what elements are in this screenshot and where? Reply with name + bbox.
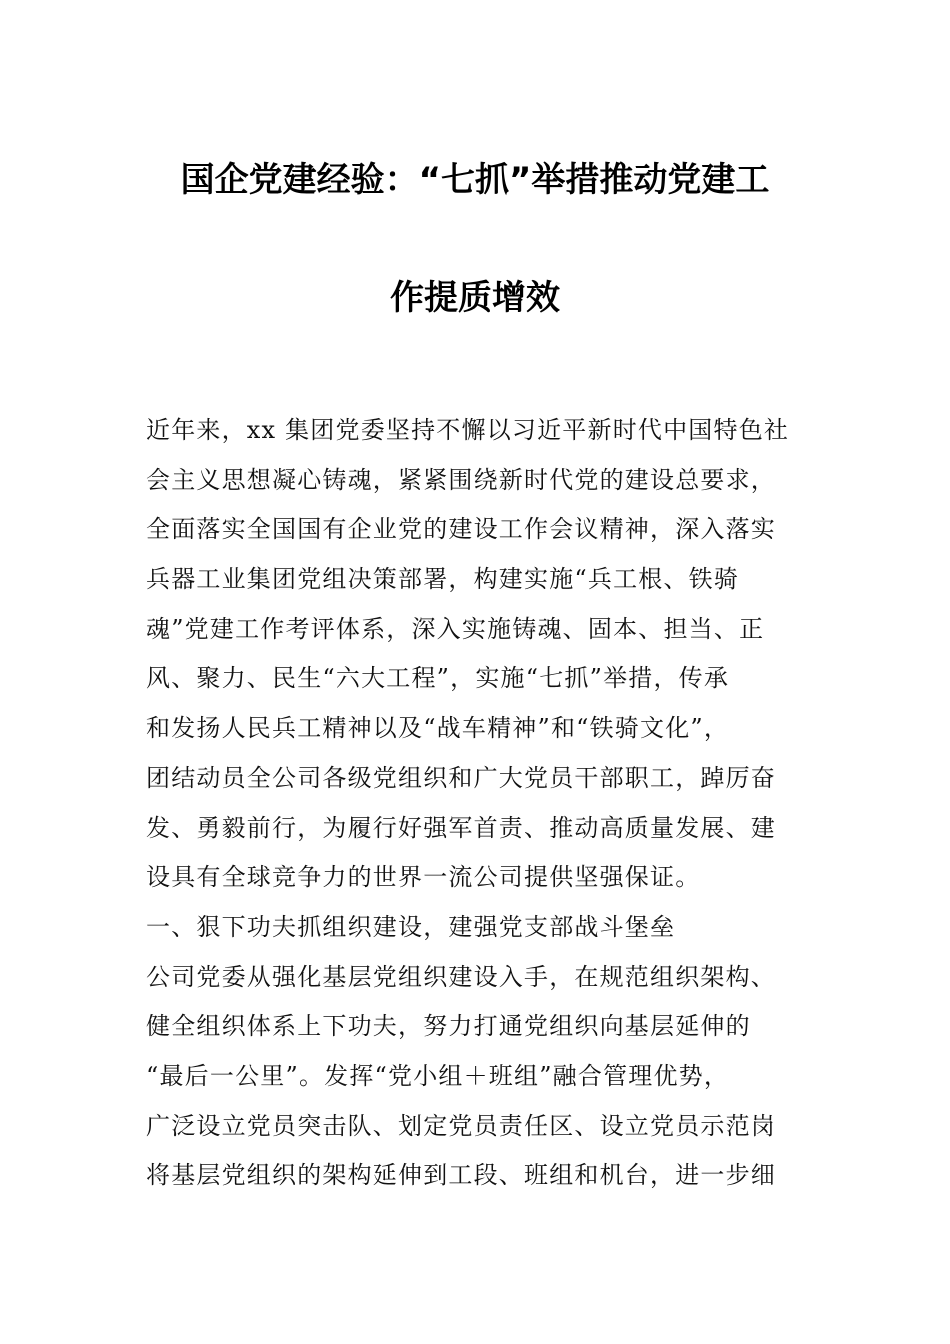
document-title-line-2: 作提质增效: [390, 278, 560, 318]
body-line: 和发扬人民兵工精神以及“战车精神”和“铁骑文化”，: [146, 714, 730, 742]
body-line: 公司党委从强化基层党组织建设入手，在规范组织架构、: [146, 963, 776, 991]
body-line: 全面落实全国国有企业党的建设工作会议精神，深入落实: [146, 515, 776, 543]
body-line: 近年来，xx 集团党委坚持不懈以习近平新时代中国特色社: [146, 416, 790, 444]
body-line: 风、聚力、民生“六大工程”，实施“七抓”举措，传承: [146, 664, 730, 692]
body-line: 魂”党建工作考评体系，深入实施铸魂、固本、担当、正: [146, 615, 765, 643]
body-line: 设具有全球竞争力的世界一流公司提供坚强保证。: [146, 863, 701, 891]
body-line: 健全组织体系上下功夫，努力打通党组织向基层延伸的: [146, 1012, 751, 1040]
document-title-line-1: 国企党建经验：“七抓”举措推动党建工: [180, 160, 770, 200]
body-line: 将基层党组织的架构延伸到工段、班组和机台，进一步细: [146, 1161, 776, 1189]
body-line: “最后一公里”。发挥“党小组＋班组”融合管理优势，: [146, 1062, 730, 1090]
body-line: 广泛设立党员突击队、划定党员责任区、设立党员示范岗: [146, 1112, 776, 1140]
section-heading: 一、狠下功夫抓组织建设，建强党支部战斗堡垒: [146, 913, 676, 941]
body-line: 会主义思想凝心铸魂，紧紧围绕新时代党的建设总要求，: [146, 466, 776, 494]
body-line: 发、勇毅前行，为履行好强军首责、推动高质量发展、建: [146, 814, 776, 842]
body-line: 兵器工业集团党组决策部署，构建实施“兵工根、铁骑: [146, 565, 740, 593]
body-line: 团结动员全公司各级党组织和广大党员干部职工，踔厉奋: [146, 764, 776, 792]
